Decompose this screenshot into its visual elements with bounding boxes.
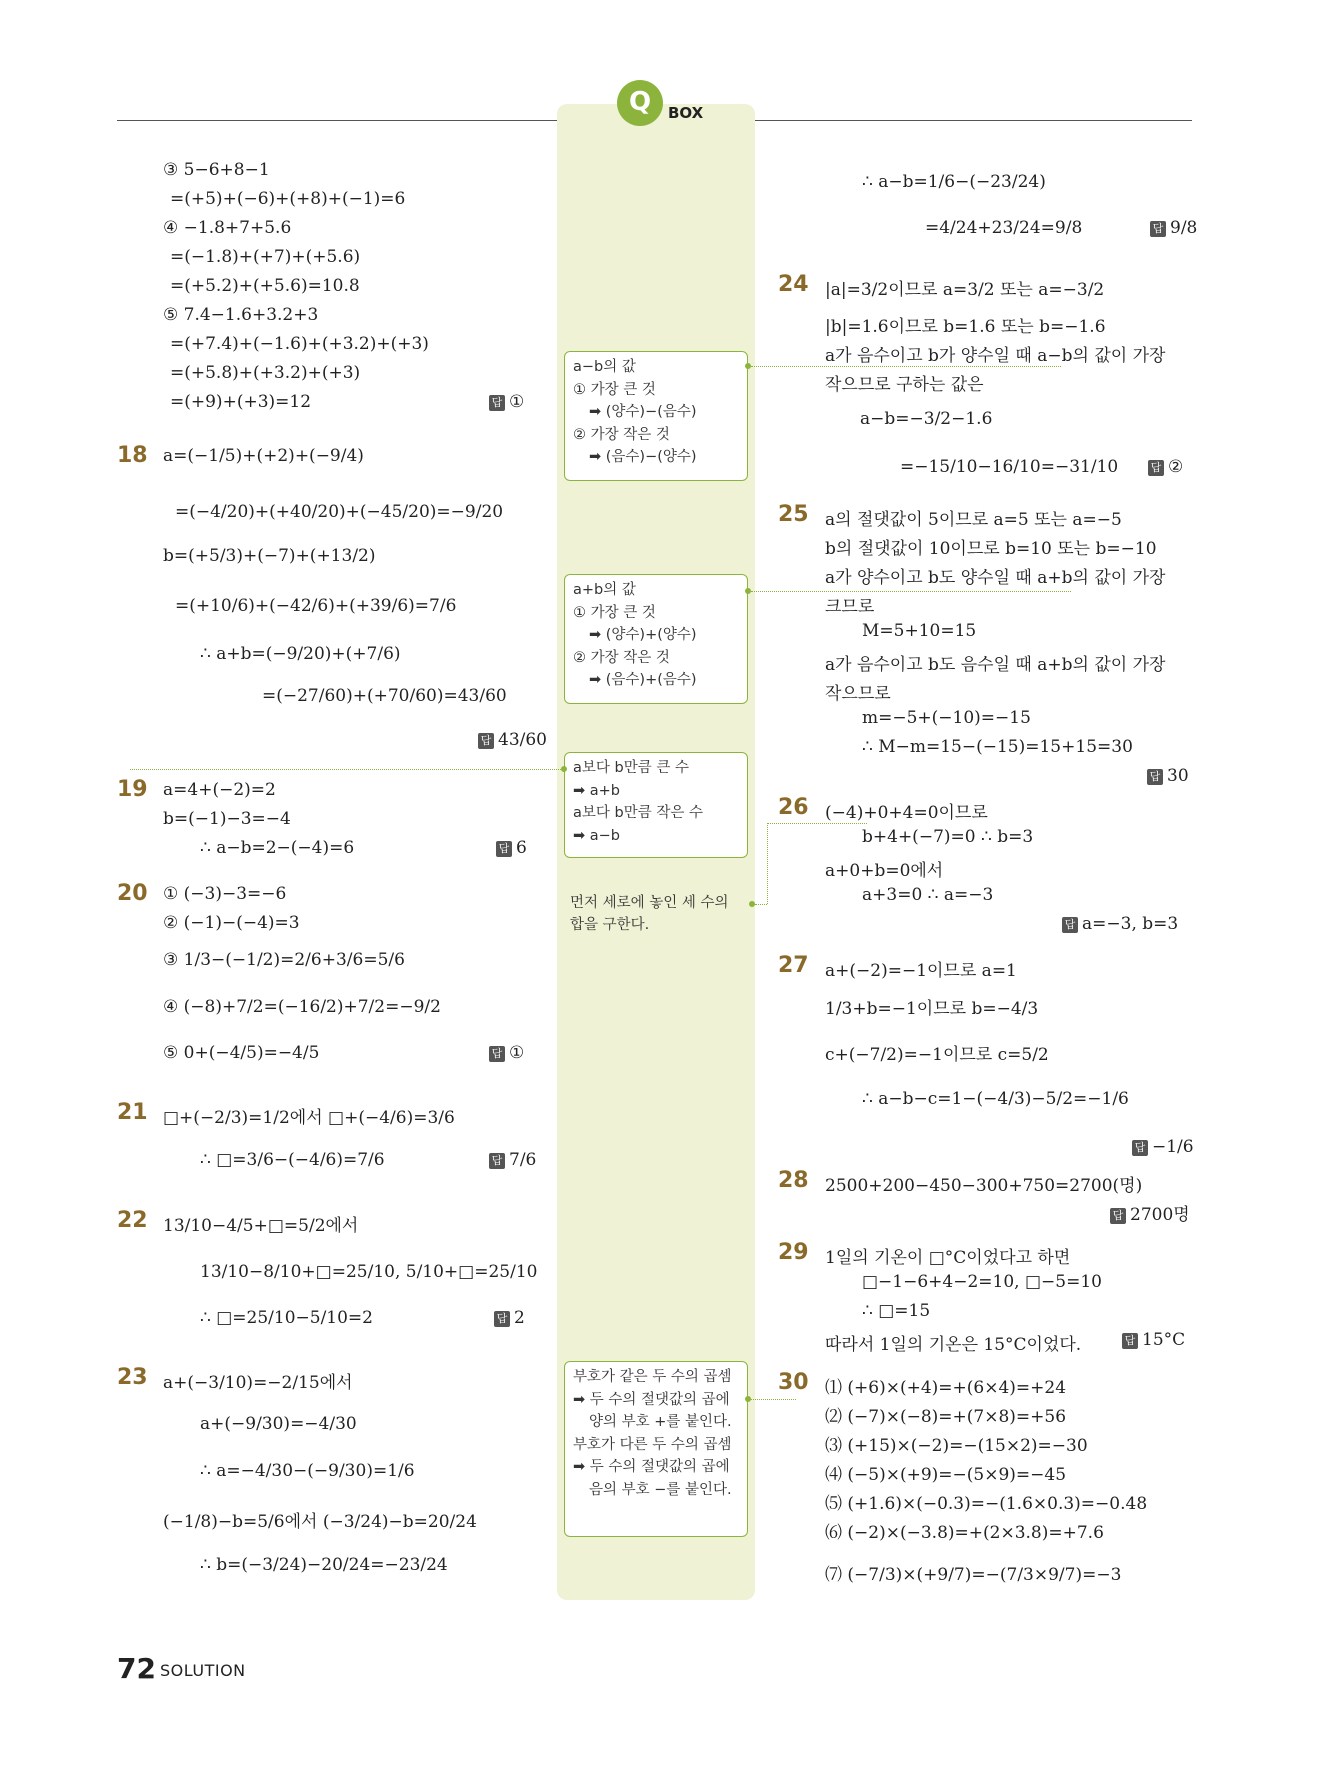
connector-line <box>751 366 1061 367</box>
connector-line <box>130 769 561 770</box>
answer <box>489 1150 536 1170</box>
problem-number: 26 <box>778 795 809 820</box>
solution-line: a가 음수이고 b도 음수일 때 a+b의 값이 가장 <box>825 655 1166 675</box>
answer-value: ① <box>509 1043 525 1063</box>
answer <box>1122 1330 1185 1350</box>
solution-line: ⑶ (+15)×(−2)=−(15×2)=−30 <box>825 1436 1088 1456</box>
solution-line: a+0+b=0에서 <box>825 861 944 881</box>
answer-icon: 답 <box>1122 1333 1138 1349</box>
solution-line: 1/3+b=−1이므로 b=−4/3 <box>825 999 1039 1019</box>
answer-icon: 답 <box>478 733 494 749</box>
solution-line: ∴ a−b=2−(−4)=6 <box>200 838 355 858</box>
solution-line: ∴ □=15 <box>862 1301 931 1321</box>
solution-line: =(+9)+(+3)=12 <box>170 392 312 412</box>
solution-line: (−4)+0+4=0이므로 <box>825 803 988 823</box>
note-a-minus-b <box>564 351 748 481</box>
answer-icon: 답 <box>494 1311 510 1327</box>
solution-line: b=(+5/3)+(−7)+(+13/2) <box>163 546 376 566</box>
solution-line: ⑹ (−2)×(−3.8)=+(2×3.8)=+7.6 <box>825 1523 1104 1543</box>
solution-line: ⑷ (−5)×(+9)=−(5×9)=−45 <box>825 1465 1067 1485</box>
page-number: 72 <box>117 1652 156 1685</box>
solution-line: |b|=1.6이므로 b=1.6 또는 b=−1.6 <box>825 317 1106 337</box>
note-line: ➡ 두 수의 절댓값의 곱에 <box>573 1459 730 1475</box>
answer-value: ② <box>1168 457 1184 477</box>
problem-number: 22 <box>117 1208 148 1233</box>
solution-line: ∴ □=3/6−(−4/6)=7/6 <box>200 1150 385 1170</box>
note-line: 부호가 같은 두 수의 곱셈 <box>573 1369 732 1385</box>
connector-line <box>767 823 768 904</box>
answer-value: a=−3, b=3 <box>1082 914 1179 934</box>
solution-line: =(−1.8)+(+7)+(+5.6) <box>170 247 361 267</box>
problem-number: 19 <box>117 777 148 802</box>
answer-value: 6 <box>516 838 527 858</box>
solution-line: b=(−1)−3=−4 <box>163 809 291 829</box>
problem-number: 23 <box>117 1365 148 1390</box>
solution-line: ① (−3)−3=−6 <box>163 884 287 904</box>
note-a-plus-b <box>564 574 748 704</box>
answer <box>496 838 527 858</box>
qbox-badge: Q <box>617 80 663 126</box>
solution-line: a+(−3/10)=−2/15에서 <box>163 1373 353 1393</box>
note-line: ➡ 두 수의 절댓값의 곱에 <box>573 1391 730 1408</box>
problem-number: 28 <box>778 1168 809 1193</box>
answer-icon: 답 <box>489 1046 505 1062</box>
solution-line: |a|=3/2이므로 a=3/2 또는 a=−3/2 <box>825 280 1105 300</box>
header-rule-left <box>117 120 557 121</box>
solution-line: ⑴ (+6)×(+4)=+(6×4)=+24 <box>825 1378 1067 1398</box>
answer <box>1147 766 1189 786</box>
solution-line: ④ (−8)+7/2=(−16/2)+7/2=−9/2 <box>163 997 441 1017</box>
answer-value: 15°C <box>1142 1330 1186 1350</box>
note-line: ➡ (음수)+(음수) <box>589 672 697 688</box>
solution-line: ⑸ (+1.6)×(−0.3)=−(1.6×0.3)=−0.48 <box>825 1494 1148 1514</box>
solution-line: =(+10/6)+(−42/6)+(+39/6)=7/6 <box>175 596 457 616</box>
solution-line: 작으므로 <box>825 684 891 704</box>
page-label: SOLUTION <box>160 1661 246 1680</box>
solution-line: =(+7.4)+(−1.6)+(+3.2)+(+3) <box>170 334 429 354</box>
solution-line: ∴ a−b−c=1−(−4/3)−5/2=−1/6 <box>862 1089 1129 1109</box>
note-vertical-sum <box>570 892 750 936</box>
solution-line: (−1/8)−b=5/6에서 (−3/24)−b=20/24 <box>163 1512 477 1532</box>
answer-icon: 답 <box>1148 460 1164 476</box>
note-more-less <box>564 752 748 858</box>
solution-line: ⑺ (−7/3)×(+9/7)=−(7/3×9/7)=−3 <box>825 1565 1122 1585</box>
solution-line: =(−4/20)+(+40/20)+(−45/20)=−9/20 <box>175 502 504 522</box>
solution-line: 작으므로 구하는 값은 <box>825 375 984 395</box>
answer <box>478 730 547 750</box>
answer-value: 9/8 <box>1170 218 1198 238</box>
answer-value: 7/6 <box>509 1150 537 1170</box>
problem-number: 25 <box>778 502 809 527</box>
solution-line: c+(−7/2)=−1이므로 c=5/2 <box>825 1045 1049 1065</box>
answer-value: 43/60 <box>498 730 547 750</box>
note-line: 음의 부호 −를 붙인다. <box>589 1481 732 1498</box>
problem-number: 20 <box>117 881 148 906</box>
solution-line: m=−5+(−10)=−15 <box>862 708 1031 728</box>
answer <box>1148 457 1183 477</box>
note-line: ➡ a+b <box>573 782 620 799</box>
problem-number: 18 <box>117 443 148 468</box>
note-line: ➡ (음수)−(양수) <box>589 449 697 465</box>
solution-line: □+(−2/3)=1/2에서 □+(−4/6)=3/6 <box>163 1108 455 1128</box>
note-line: ➡ (양수)−(음수) <box>589 404 697 420</box>
problem-number: 29 <box>778 1240 809 1265</box>
solution-line: a=4+(−2)=2 <box>163 780 276 800</box>
solution-line: ∴ a−b=1/6−(−23/24) <box>862 172 1046 192</box>
answer <box>1062 914 1178 934</box>
answer-icon: 답 <box>1150 221 1166 237</box>
solution-line: 1일의 기온이 □°C이었다고 하면 <box>825 1248 1071 1268</box>
solution-line: M=5+10=15 <box>862 621 977 641</box>
solution-line: ④ −1.8+7+5.6 <box>163 218 292 238</box>
header-rule-right <box>755 120 1192 121</box>
solution-line: ③ 1/3−(−1/2)=2/6+3/6=5/6 <box>163 950 405 970</box>
note-line: a−b의 값 <box>573 359 636 375</box>
solution-line: ⑤ 7.4−1.6+3.2+3 <box>163 305 319 325</box>
answer <box>1150 218 1197 238</box>
note-line: ① 가장 큰 것 <box>573 381 656 398</box>
solution-line: ⑵ (−7)×(−8)=+(7×8)=+56 <box>825 1407 1067 1427</box>
note-line: a+b의 값 <box>573 582 636 598</box>
solution-line: a+(−9/30)=−4/30 <box>200 1414 357 1434</box>
solution-line: a+(−2)=−1이므로 a=1 <box>825 961 1017 981</box>
problem-number: 30 <box>778 1370 809 1395</box>
answer <box>1110 1200 1190 1225</box>
answer-icon: 답 <box>1110 1208 1126 1224</box>
solution-line: a=(−1/5)+(+2)+(−9/4) <box>163 446 364 466</box>
note-line: a보다 b만큼 작은 수 <box>573 805 703 821</box>
solution-line: a+3=0 ∴ a=−3 <box>862 885 994 905</box>
solution-line: 13/10−4/5+□=5/2에서 <box>163 1216 359 1236</box>
answer-icon: 답 <box>1147 769 1163 785</box>
solution-line: 크므로 <box>825 597 875 617</box>
solution-line: □−1−6+4−2=10, □−5=10 <box>862 1272 1102 1292</box>
note-line: 먼저 세로에 놓인 세 수의 <box>570 895 729 911</box>
solution-line: a−b=−3/2−1.6 <box>860 409 993 429</box>
note-line: 합을 구한다. <box>570 917 650 933</box>
answer-value: 2 <box>514 1308 525 1328</box>
solution-line: b+4+(−7)=0 ∴ b=3 <box>862 827 1034 847</box>
connector-line <box>755 904 767 905</box>
answer <box>1132 1137 1194 1157</box>
note-multiplication <box>564 1361 748 1537</box>
solution-line: 따라서 1일의 기온은 15°C이었다. <box>825 1335 1082 1355</box>
note-line: ➡ a−b <box>573 827 620 844</box>
solution-line: =(+5)+(−6)+(+8)+(−1)=6 <box>170 189 406 209</box>
solution-line: 13/10−8/10+□=25/10, 5/10+□=25/10 <box>200 1262 538 1282</box>
answer-value: −1/6 <box>1152 1137 1194 1157</box>
answer <box>489 392 524 412</box>
solution-line: 2500+200−450−300+750=2700(명) <box>825 1176 1143 1196</box>
solution-line: ∴ M−m=15−(−15)=15+15=30 <box>862 737 1133 757</box>
answer-icon: 답 <box>489 1153 505 1169</box>
solution-line: ⑤ 0+(−4/5)=−4/5 <box>163 1043 320 1063</box>
solution-line: ∴ b=(−3/24)−20/24=−23/24 <box>200 1555 448 1575</box>
solution-line: ② (−1)−(−4)=3 <box>163 913 300 933</box>
connector-line <box>767 823 867 824</box>
answer <box>494 1308 525 1328</box>
answer-icon: 답 <box>1132 1140 1148 1156</box>
solution-line: b의 절댓값이 10이므로 b=10 또는 b=−10 <box>825 539 1157 559</box>
answer-value: 30 <box>1167 766 1189 786</box>
answer <box>489 1043 524 1063</box>
solution-line: ∴ a+b=(−9/20)+(+7/6) <box>200 644 401 664</box>
note-line: ② 가장 작은 것 <box>573 426 670 443</box>
solution-line: a가 음수이고 b가 양수일 때 a−b의 값이 가장 <box>825 346 1166 366</box>
qbox-label: BOX <box>668 104 704 122</box>
answer-icon: 답 <box>496 841 512 857</box>
problem-number: 24 <box>778 272 809 297</box>
answer-value: 2700명 <box>1130 1205 1190 1225</box>
solution-line: =(−27/60)+(+70/60)=43/60 <box>262 686 507 706</box>
solution-line: =−15/10−16/10=−31/10 <box>900 457 1119 477</box>
solution-line: a가 양수이고 b도 양수일 때 a+b의 값이 가장 <box>825 568 1166 588</box>
note-line: 양의 부호 +를 붙인다. <box>589 1414 732 1430</box>
note-line: ➡ (양수)+(양수) <box>589 627 697 643</box>
note-line: ② 가장 작은 것 <box>573 649 670 666</box>
solution-line: =(+5.2)+(+5.6)=10.8 <box>170 276 360 296</box>
note-line: ① 가장 큰 것 <box>573 604 656 621</box>
solution-line: ③ 5−6+8−1 <box>163 160 270 180</box>
note-line: a보다 b만큼 큰 수 <box>573 760 689 776</box>
problem-number: 21 <box>117 1100 148 1125</box>
connector-dot <box>561 766 567 772</box>
connector-line <box>751 1399 796 1400</box>
note-line: 부호가 다른 두 수의 곱셈 <box>573 1436 732 1453</box>
solution-line: =(+5.8)+(+3.2)+(+3) <box>170 363 361 383</box>
connector-line <box>751 591 1071 592</box>
answer-icon: 답 <box>1062 917 1078 933</box>
answer-icon: 답 <box>489 395 505 411</box>
solution-line: ∴ □=25/10−5/10=2 <box>200 1308 373 1328</box>
solution-line: =4/24+23/24=9/8 <box>925 218 1083 238</box>
solution-line: ∴ a=−4/30−(−9/30)=1/6 <box>200 1461 415 1481</box>
answer-value: ① <box>509 392 525 412</box>
problem-number: 27 <box>778 953 809 978</box>
solution-line: a의 절댓값이 5이므로 a=5 또는 a=−5 <box>825 510 1122 530</box>
